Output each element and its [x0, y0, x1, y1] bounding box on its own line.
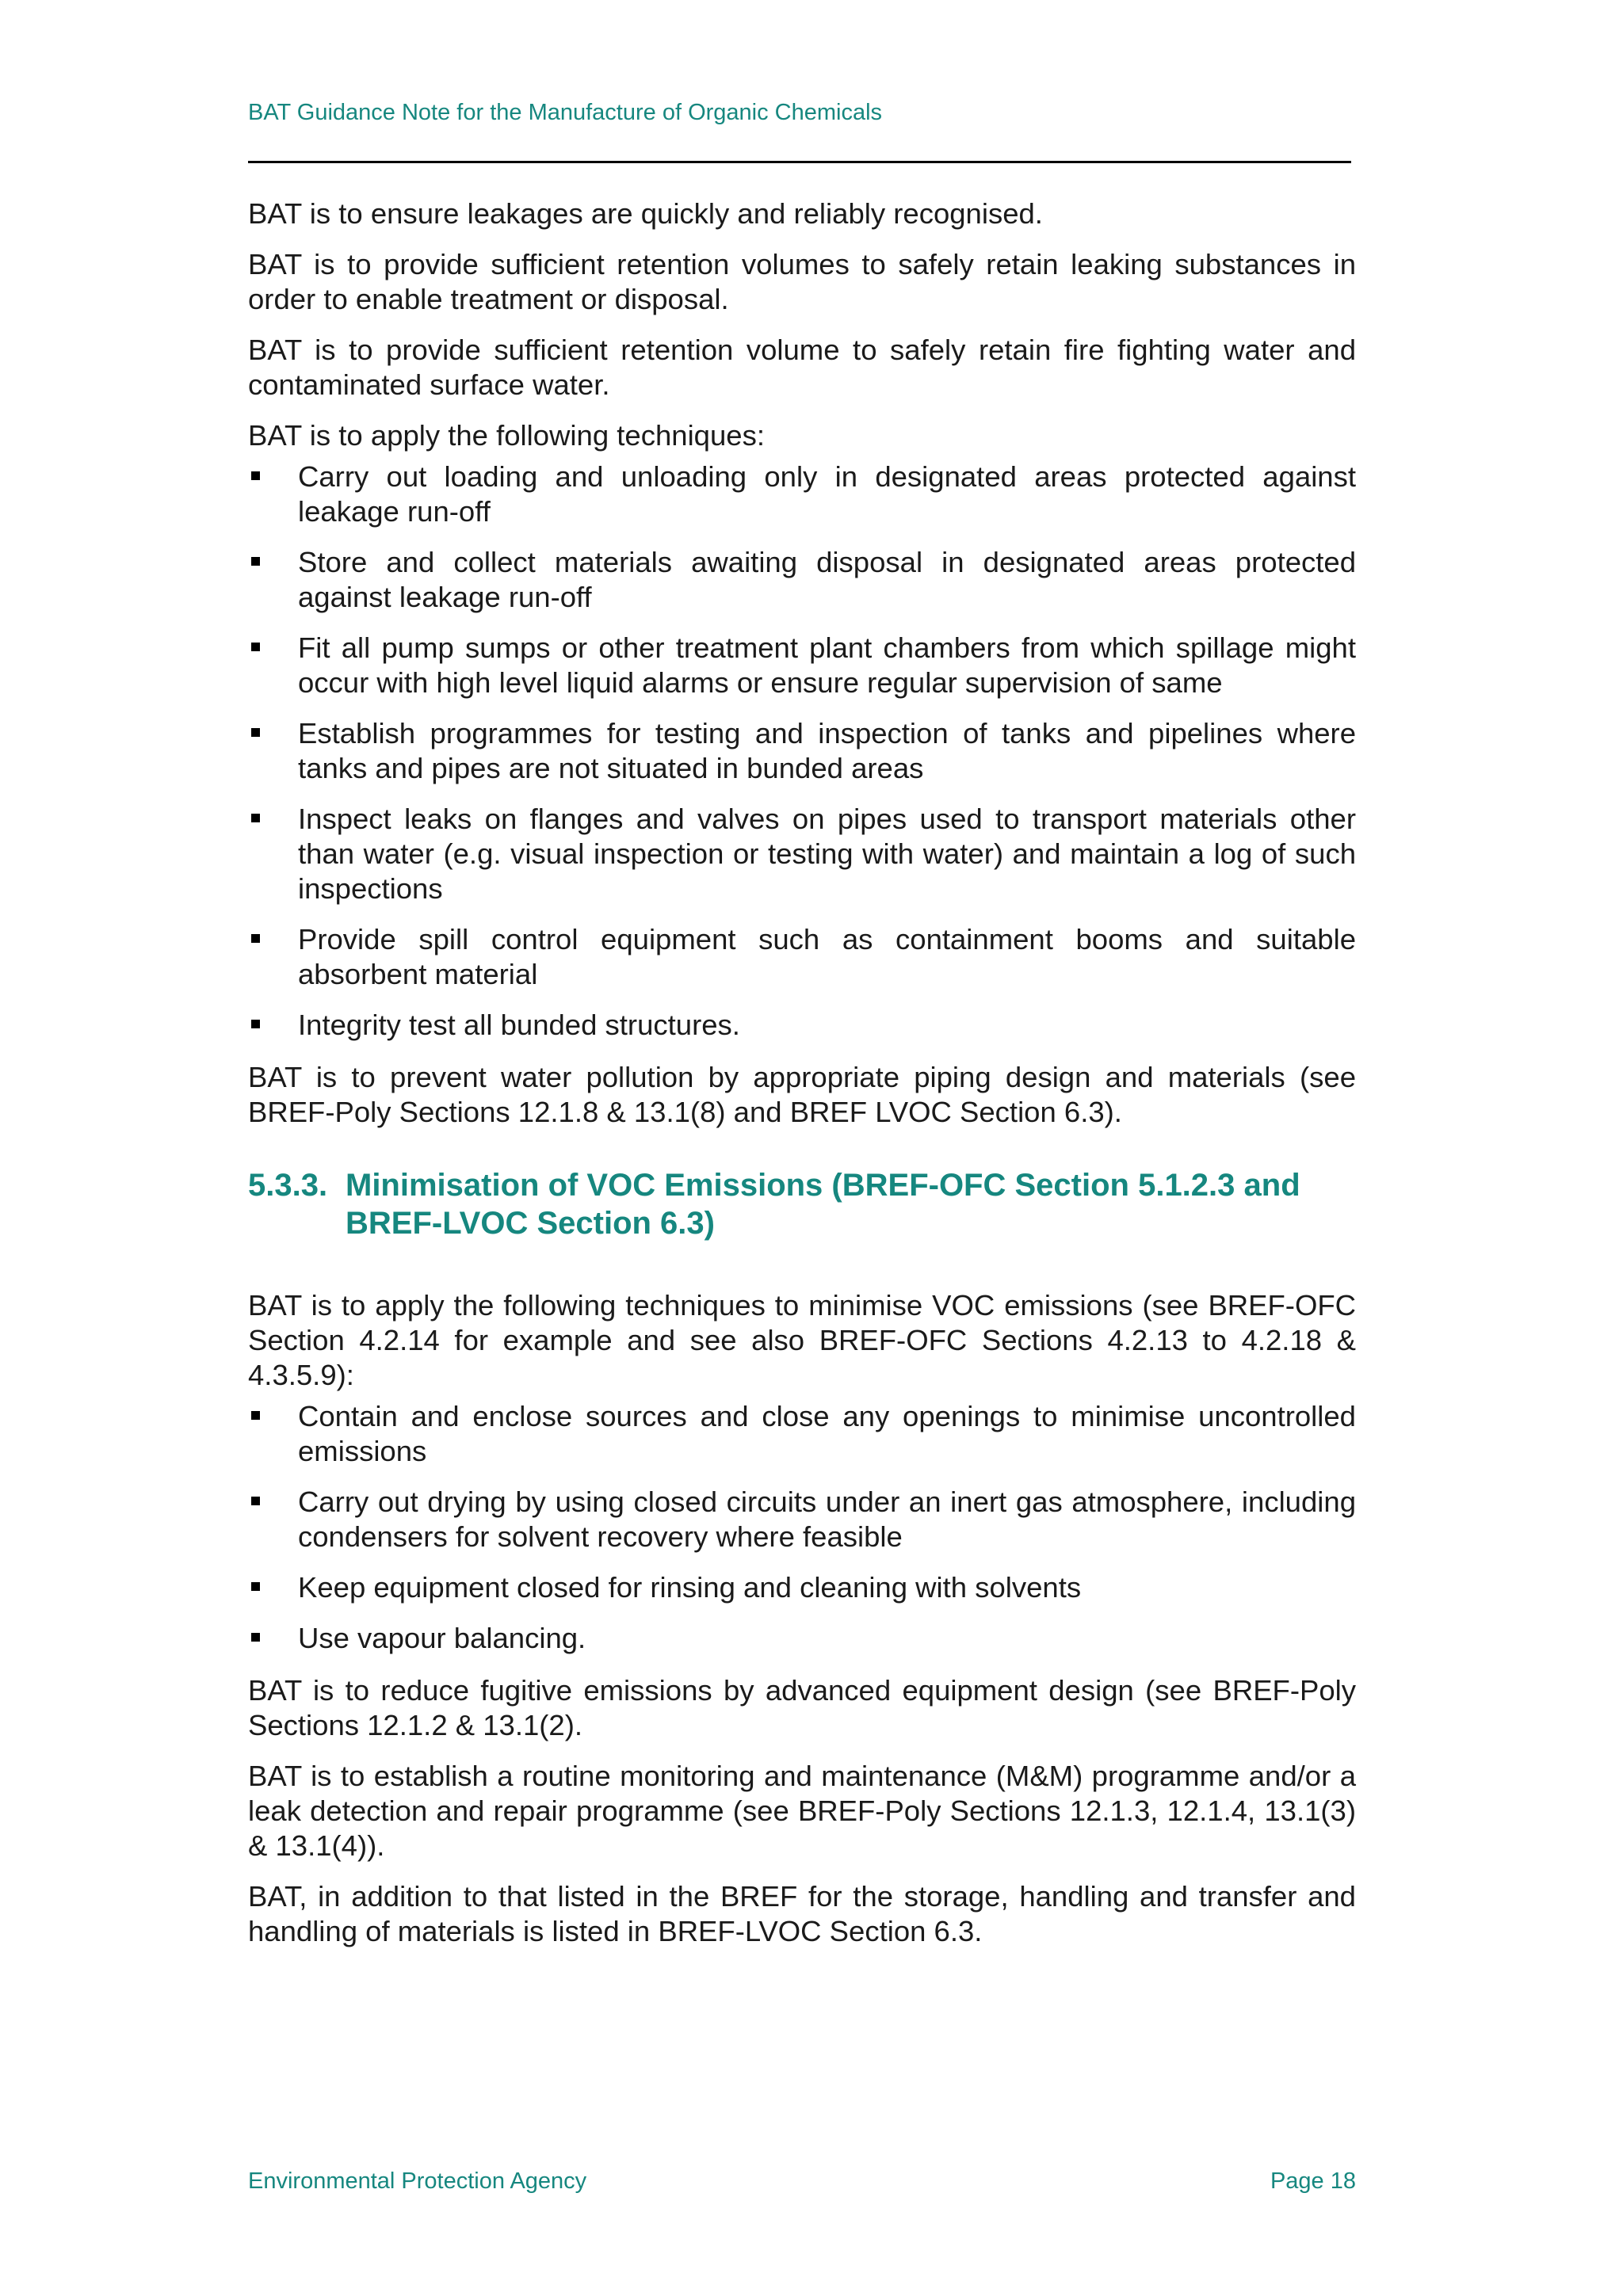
section-heading	[248, 1166, 1356, 1242]
paragraph-voc-intro: BAT is to apply the following techniques to minimise VOC emissions (see BREF-OFC Section 4.2.14 for example and see also BREF-OFC Sections 4.2.13 to 4.2.18 & 4.3.5.9):	[248, 1289, 1356, 1391]
voc-techniques-list	[248, 1399, 1356, 1656]
list-item-text: Establish programmes for testing and inspection of tanks and pipelines where tanks and pipes are not situated in bunded areas	[298, 717, 1356, 784]
list-item-text: Provide spill control equipment such as containment booms and suitable absorbent material	[298, 923, 1356, 990]
list-item-text: Carry out drying by using closed circuits under an inert gas atmosphere, including condensers for solvent recovery where feasible	[298, 1486, 1356, 1553]
page-number: Page 18	[1270, 2168, 1356, 2194]
square-bullet-icon	[251, 1633, 260, 1642]
list-item-text: Use vapour balancing.	[298, 1622, 586, 1654]
list-item	[248, 460, 1356, 529]
running-header: BAT Guidance Note for the Manufacture of Organic Chemicals	[248, 100, 883, 125]
paragraph-monitoring-programme: BAT is to establish a routine monitoring and maintenance (M&M) programme and/or a leak detection and repair programme (see BREF-Poly Sections 12.1.3, 12.1.4, 13.1(3) & 13.1(4)).	[248, 1760, 1356, 1862]
list-item	[248, 716, 1356, 786]
list-item-text: Fit all pump sumps or other treatment plant chambers from which spillage might occur with high level liquid alarms or ensure regular supervision of same	[298, 631, 1356, 699]
techniques-list	[248, 460, 1356, 1043]
square-bullet-icon	[251, 1582, 260, 1591]
list-item	[248, 1570, 1356, 1605]
list-item-text: Keep equipment closed for rinsing and cleaning with solvents	[298, 1571, 1082, 1604]
list-item	[248, 1008, 1356, 1043]
square-bullet-icon	[251, 643, 260, 651]
square-bullet-icon	[251, 728, 260, 737]
section-title: Minimisation of VOC Emissions (BREF-OFC Section 5.1.2.3 and BREF-LVOC Section 6.3)	[346, 1168, 1300, 1241]
list-item	[248, 1399, 1356, 1469]
square-bullet-icon	[251, 471, 260, 480]
list-item-text: Store and collect materials awaiting disposal in designated areas protected against leakage run-off	[298, 546, 1356, 613]
document-page	[248, 0, 1358, 2296]
footer-agency: Environmental Protection Agency	[248, 2168, 587, 2194]
square-bullet-icon	[251, 557, 260, 566]
square-bullet-icon	[251, 814, 260, 822]
page-content	[248, 196, 1356, 1965]
paragraph-fugitive-emissions: BAT is to reduce fugitive emissions by advanced equipment design (see BREF-Poly Sections 12.1.2 & 13.1(2).	[248, 1674, 1356, 1741]
list-item	[248, 922, 1356, 992]
list-item	[248, 802, 1356, 906]
paragraph-retention-volumes: BAT is to provide sufficient retention volumes to safely retain leaking substances in order to enable treatment or disposal.	[248, 248, 1356, 315]
list-item	[248, 631, 1356, 700]
list-item	[248, 1485, 1356, 1554]
list-item	[248, 545, 1356, 615]
square-bullet-icon	[251, 934, 260, 943]
header-rule	[248, 161, 1351, 163]
paragraph-storage-handling: BAT, in addition to that listed in the BREF for the storage, handling and transfer and handling of materials is listed in BREF-LVOC Section 6.3.	[248, 1880, 1356, 1947]
list-item-text: Integrity test all bunded structures.	[298, 1009, 740, 1041]
square-bullet-icon	[251, 1411, 260, 1420]
square-bullet-icon	[251, 1497, 260, 1505]
paragraph-water-pollution: BAT is to prevent water pollution by appropriate piping design and materials (see BREF-Poly Sections 12.1.8 & 13.1(8) and BREF LVOC Section 6.3).	[248, 1061, 1356, 1128]
list-item-text: Carry out loading and unloading only in designated areas protected against leakage run-off	[298, 460, 1356, 528]
section-number: 5.3.3.	[248, 1168, 328, 1203]
square-bullet-icon	[251, 1020, 260, 1028]
list-item-text: Inspect leaks on flanges and valves on pipes used to transport materials other than water (e.g. visual inspection or testing with water) and maintain a log of such inspections	[298, 803, 1356, 905]
paragraph-fire-water-retention: BAT is to provide sufficient retention volume to safely retain fire fighting water and contaminated surface water.	[248, 334, 1356, 401]
list-item	[248, 1621, 1356, 1656]
list-item-text: Contain and enclose sources and close any openings to minimise uncontrolled emissions	[298, 1400, 1356, 1467]
paragraph-techniques-intro: BAT is to apply the following techniques:	[248, 419, 765, 452]
paragraph-leak-recognition: BAT is to ensure leakages are quickly and reliably recognised.	[248, 197, 1043, 230]
